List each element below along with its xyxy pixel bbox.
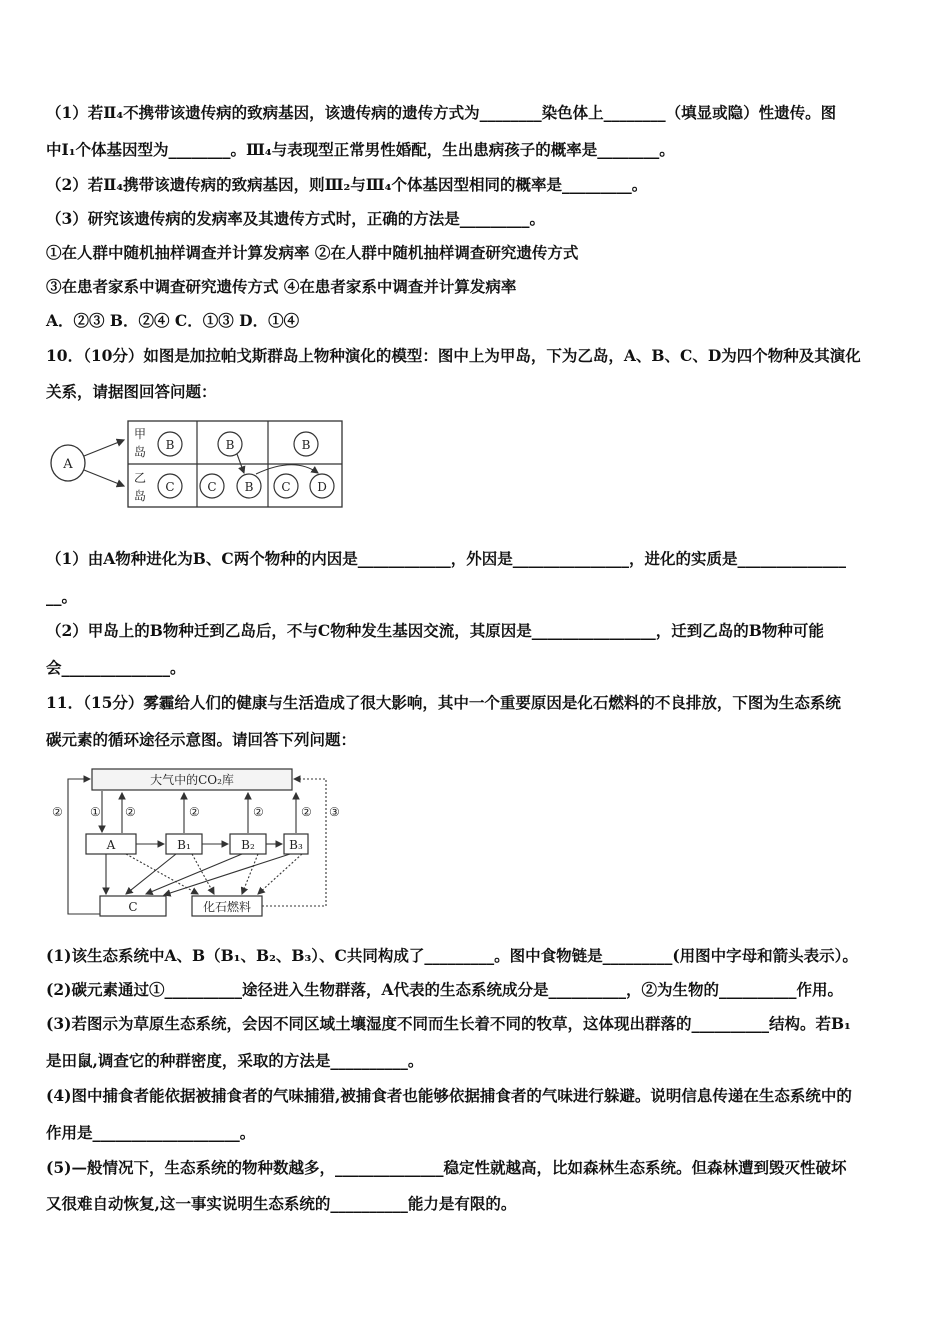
q9-option-line1: ①在人群中随机抽样调查并计算发病率 ②在人群中随机抽样调查研究遗传方式 [46, 243, 579, 262]
q11-part4-line1: (4)图中捕食者能依据被捕食者的气味捕猎,被捕食者也能够依据捕食者的气味进行躲避。说明信息传递在生态系统中的 [46, 1086, 852, 1105]
species-b-label: B [165, 438, 175, 452]
q9-option-line2: ③在患者家系中调查研究遗传方式 ④在患者家系中调查并计算发病率 [46, 277, 517, 296]
co2-pool-label: 大气中的CO₂库 [150, 773, 234, 787]
q9-part1-line1: （1）若Ⅱ₄不携带该遗传病的致病基因，该遗传病的遗传方式为________染色体上________（填显或隐）性遗传。图 [46, 103, 837, 122]
node-b1-label: B₁ [177, 838, 191, 852]
island-yi-label-1: 乙 [134, 471, 147, 485]
q11-intro-line1: 11．（15分）雾霾给人们的健康与生活造成了很大影响，其中一个重要原因是化石燃料的不良排放，下图为生态系统 [46, 693, 841, 712]
q11-part3-line2: 是田鼠,调查它的种群密度，采取的方法是__________。 [46, 1051, 424, 1070]
node-b2-label: B₂ [241, 838, 255, 852]
q9-part3: （3）研究该遗传病的发病率及其遗传方式时，正确的方法是_________。 [46, 209, 546, 228]
node-a-label: A [106, 838, 116, 852]
arrow-label-3: ③ [329, 805, 340, 819]
q9-part2: （2）若Ⅱ₄携带该遗传病的致病基因，则Ⅲ₂与Ⅲ₄个体基因型相同的概率是_________。 [46, 175, 648, 194]
species-d-label: D [317, 480, 327, 494]
species-b-label: B [301, 438, 311, 452]
q11-part4-line2: 作用是___________________。 [46, 1123, 256, 1142]
arrow-label-2: ② [253, 805, 264, 819]
island-jia-label-2: 岛 [134, 445, 147, 459]
arrow-label-2: ② [125, 805, 136, 819]
species-c-label: C [281, 480, 291, 494]
q11-part5-line1: (5)—般情况下，生态系统的物种数越多，______________稳定性就越高，比如森林生态系统。但森林遭到毁灭性破坏 [46, 1158, 847, 1177]
island-yi-label-2: 岛 [134, 489, 147, 503]
q11-intro-line2: 碳元素的循环途径示意图。请回答下列问题： [46, 730, 357, 749]
arrow-label-2: ② [189, 805, 200, 819]
q10-intro-line2: 关系，请据图回答问题： [46, 382, 217, 401]
arrow-label-1: ① [90, 805, 101, 819]
species-c-label: C [165, 480, 175, 494]
q11-part2: (2)碳元素通过①__________途径进入生物群落，A代表的生态系统成分是__________，②为生物的__________作用。 [46, 980, 843, 999]
node-b3-label: B₃ [289, 838, 303, 852]
q10-part2-line2: 会______________。 [46, 658, 186, 677]
q11-carbon-cycle-diagram [46, 764, 346, 924]
arrow-label-2: ② [301, 805, 312, 819]
island-jia-label-1: 甲 [134, 427, 147, 441]
q9-choices: A．②③ B．②④ C．①③ D．①④ [46, 311, 300, 330]
q10-intro-line1: 10．（10分）如图是加拉帕戈斯群岛上物种演化的模型：图中上为甲岛，下为乙岛，A、B、C、D为四个物种及其演化 [46, 346, 861, 365]
q11-part1: (1)该生态系统中A、B（B₁、B₂、B₃）、C共同构成了_________。图中食物链是_________(用图中字母和箭头表示）。 [46, 946, 858, 965]
q11-part5-line2: 又很难自动恢复,这一事实说明生态系统的__________能力是有限的。 [46, 1194, 517, 1213]
q10-part1-line1: （1）由A物种进化为B、C两个物种的内因是____________，外因是_______________，进化的实质是______________ [46, 549, 847, 568]
q10-part2-line1: （2）甲岛上的B物种迁到乙岛后，不与C物种发生基因交流，其原因是________________，迁到乙岛的B物种可能 [46, 621, 824, 640]
species-c-label: C [207, 480, 217, 494]
arrow-label-2: ② [52, 805, 63, 819]
fossil-fuel-label: 化石燃料 [202, 900, 252, 914]
q9-part1-line2: 中Ⅰ₁个体基因型为________。Ⅲ₄与表现型正常男性婚配，生出患病孩子的概率是________。 [46, 140, 675, 159]
node-c-label: C [128, 900, 138, 914]
species-a-label: A [63, 457, 73, 472]
species-b-label: B [225, 438, 235, 452]
species-b-label: B [244, 480, 254, 494]
q10-evolution-diagram [46, 416, 346, 512]
q11-part3-line1: (3)若图示为草原生态系统，会因不同区域土壤湿度不同而生长着不同的牧草，这体现出群落的__________结构。若B₁ [46, 1014, 851, 1033]
q10-part1-line2: __。 [46, 587, 78, 606]
